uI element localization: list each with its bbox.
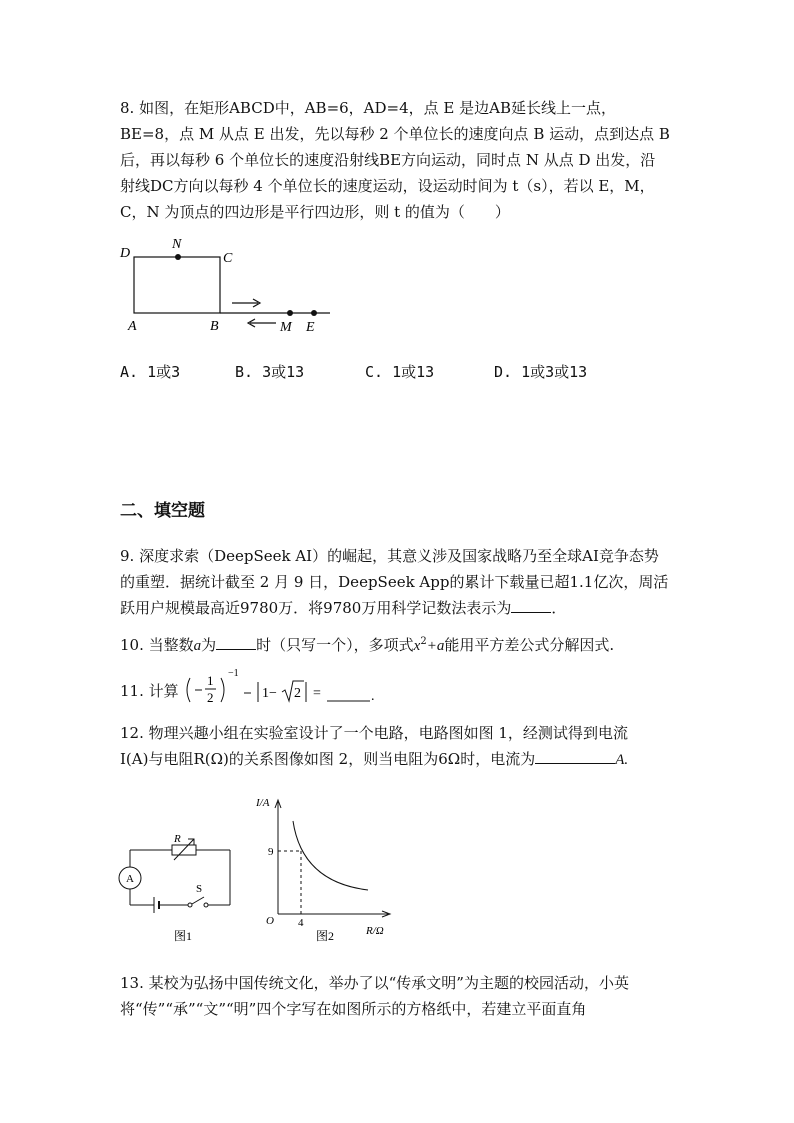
q10-var-a: a [193, 638, 202, 654]
figure-1-caption: 图1 [174, 929, 193, 943]
q10-poly-exp: 2 [420, 636, 427, 647]
circuit-ammeter-label: A [126, 873, 134, 885]
q8-line-1: 8. 如图，在矩形ABCD中，AB=6，AD=4，点 E 是边AB延长线上一点， [120, 99, 616, 117]
q11-label: 11. 计算 [120, 682, 179, 700]
graph-origin: O [266, 915, 274, 927]
q8-option-d[interactable]: D. 1或3或13 [494, 363, 588, 381]
q12-line-1: 12. 物理兴趣小组在实验室设计了一个电路，电路图如图 1，经测试得到电流 [120, 724, 628, 742]
svg-text:.: . [371, 689, 375, 704]
q8-line-4: 射线DC方向以每秒 4 个单位长的速度运动，设运动时间为 t（s），若以 E，M， [120, 177, 655, 195]
label-d: D [120, 246, 131, 261]
q12-circuit-figure [112, 830, 242, 945]
q8-option-c[interactable]: C. 1或13 [365, 363, 435, 381]
q11-frac-num: 1 [207, 673, 214, 688]
graph-y-tick: 9 [268, 846, 274, 858]
q11-equals: = [313, 686, 321, 701]
q10-poly-rest: +a [426, 638, 445, 654]
q12-line-2 [120, 746, 628, 773]
q9-line-1: 9. 深度求索（DeepSeek AI）的崛起，其意义涉及国家战略乃至全球AI竞争态势 [120, 547, 659, 565]
section-heading: 二、填空题 [120, 501, 205, 521]
q9-line-2: 的重塑．据统计截至 2 月 9 日，DeepSeek App的累计下载量已超1.1亿次，周活 [120, 573, 669, 591]
q9-line-3-text: 跃用户规模最高近9780万．将9780万用科学记数法表示为 [120, 599, 512, 617]
q11-frac-den: 2 [207, 690, 214, 705]
q8-line-2: BE=8，点 M 从点 E 出发，先以每秒 2 个单位长的速度向点 B 运动，点到达点 B [120, 125, 670, 143]
q12-unit: A. [615, 752, 629, 768]
circuit-resistor-label: R [174, 833, 181, 845]
q11-root: 2 [294, 686, 301, 701]
graph-x-label: R/Ω [366, 925, 384, 937]
graph-x-tick: 4 [298, 917, 304, 929]
circuit-switch-label: S [196, 883, 203, 895]
switch-icon [192, 897, 204, 904]
q8-line-5: C，N 为顶点的四边形是平行四边形，则 t 的值为（ ） [120, 203, 510, 221]
q9-answer-blank[interactable] [511, 596, 551, 613]
graph-y-label: I/A [256, 797, 270, 809]
q10-part-c: 时（只写一个），多项式 [256, 636, 414, 654]
q10-part-a: 10. 当整数 [120, 636, 194, 654]
q11-abs-inner: 1− [262, 686, 277, 701]
figure-2-caption: 图2 [316, 929, 335, 943]
q9-line-3-end: ． [551, 599, 567, 617]
q12-graph-figure [250, 788, 400, 948]
q13-line-1: 13. 某校为弘扬中国传统文化，举办了以“传承文明”为主题的校园活动，小英 [120, 974, 629, 992]
label-a: A [128, 319, 137, 334]
q8-figure [110, 232, 350, 340]
label-n: N [172, 237, 182, 252]
q11-expression [182, 664, 382, 708]
q11-exponent: −1 [228, 668, 239, 679]
q10-part-b: 为 [201, 636, 217, 654]
label-m: M [280, 320, 292, 335]
q12-answer-blank[interactable] [535, 747, 615, 764]
label-e: E [306, 320, 315, 335]
q10-line [120, 629, 614, 659]
q9-line-3 [120, 595, 566, 621]
label-c: C [223, 251, 233, 266]
label-b: B [210, 319, 219, 334]
q8-line-3: 后，再以每秒 6 个单位长的速度沿射线BE方向运动，同时点 N 从点 D 出发，沿 [120, 151, 656, 169]
q12-line-2-text: I(A)与电阻R(Ω)的关系图像如图 2，则当电阻为6Ω时，电流为 [120, 750, 536, 768]
q8-option-b[interactable]: B. 3或13 [235, 363, 305, 381]
q8-option-a[interactable]: A. 1或3 [120, 363, 181, 381]
q10-poly-x: x [413, 638, 421, 654]
q13-line-2: 将“传”“承”“文”“明”四个字写在如图所示的方格纸中，若建立平面直角 [120, 1000, 587, 1018]
q10-answer-blank[interactable] [216, 633, 256, 650]
q10-part-d: 能用平方差公式分解因式. [444, 636, 615, 654]
